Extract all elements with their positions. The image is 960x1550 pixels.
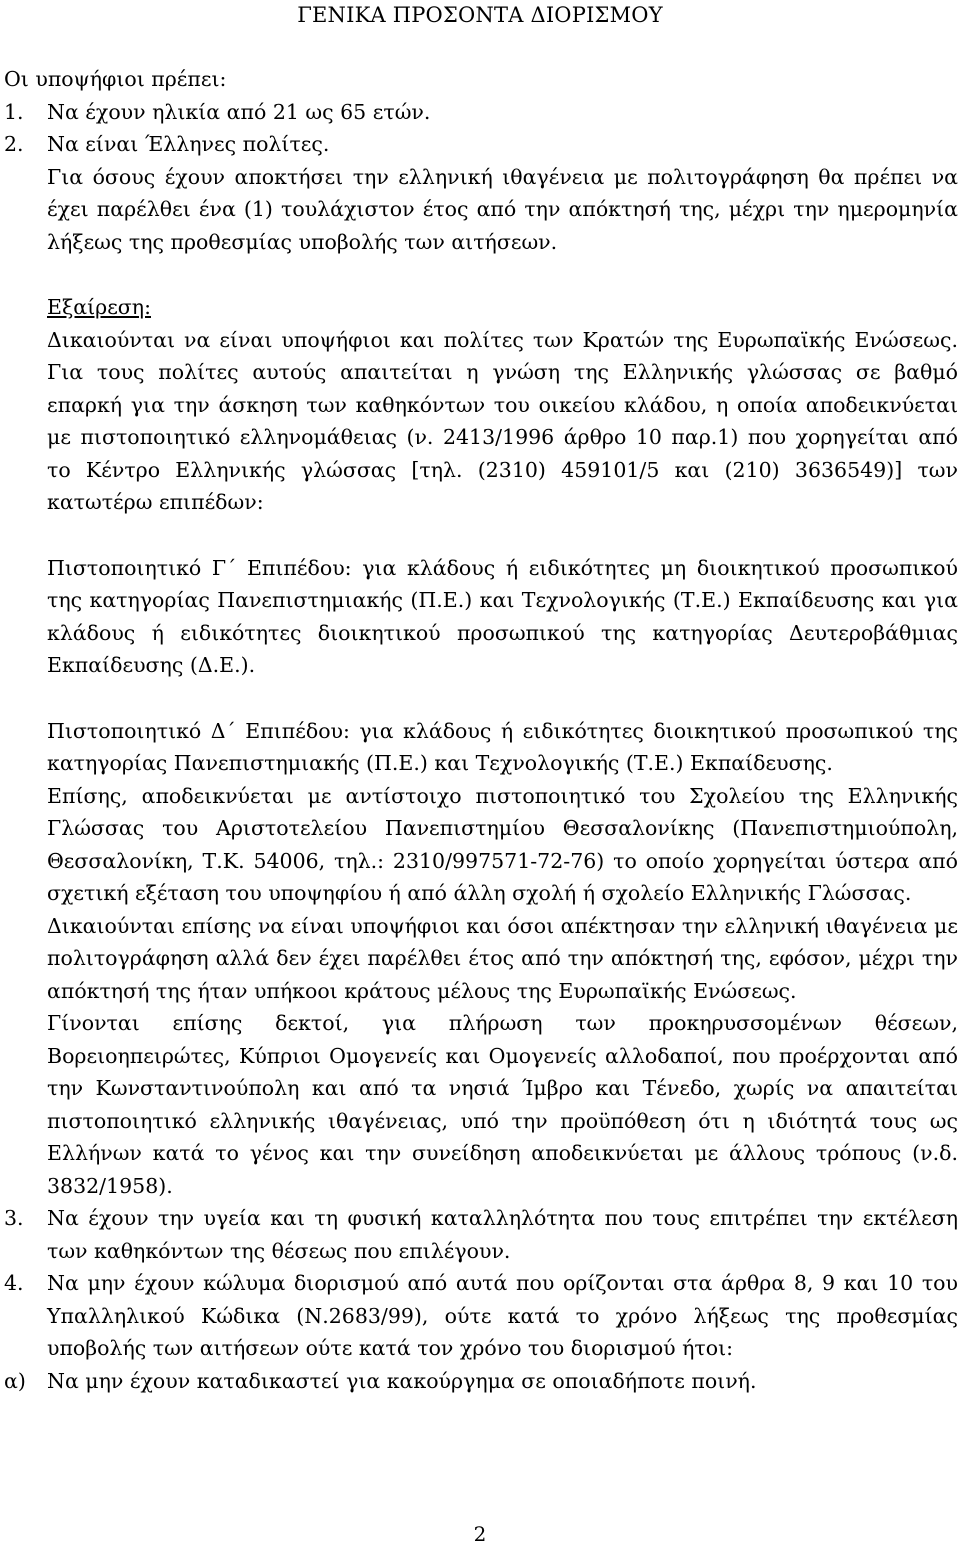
also-eligible-paragraph: Δικαιούνται επίσης να είναι υποψήφιοι και όσοι απέκτησαν την ελληνική ιθαγένεια με πολιτογράφηση αλλά δεν έχει παρέλθει έτος από την απόκτησή της, εφόσον, μέχρι την απόκτησή της ήταν υπήκοοι κράτους μέλους της Ευρωπαϊκής Ενώσεως.: [47, 913, 958, 1003]
sub-item-text: Να μην έχουν καταδικαστεί για κακούργημα σε οποιαδήποτε ποινή.: [47, 1368, 757, 1393]
document-body: [4, 63, 958, 1397]
list-item-4: [4, 1267, 958, 1365]
sub-item-label: α): [4, 1368, 26, 1393]
list-text: Να έχουν ηλικία από 21 ως 65 ετών.: [47, 99, 431, 124]
list-item-2: [4, 128, 958, 161]
intro-text: Οι υποψήφιοι πρέπει:: [4, 67, 227, 91]
exception-paragraph: Δικαιούνται να είναι υποψήφιοι και πολίτες των Κρατών της Ευρωπαϊκής Ενώσεως. Για τους πολίτες αυτούς απαιτείται η γνώση της Ελληνικής γλώσσας σε βαθμό επαρκή για την άσκηση των καθηκόντων του οικείου κλάδου, η οποία αποδεικνύεται με πιστοποιητικό ελληνομάθειας (ν. 2413/1996 άρθρο 10 παρ.1) που χορηγείται από το Κέντρο Ελληνικής γλώσσας [τηλ. (2310) 459101/5 και (210) 3636549)] των κατωτέρω επιπέδων:: [47, 327, 958, 514]
page-title: ΓΕΝΙΚΑ ΠΡΟΣΟΝΤΑ ΔΙΟΡΙΣΜΟΥ: [297, 3, 663, 27]
list-number: 3.: [4, 1206, 24, 1230]
list-item-1: [4, 96, 958, 129]
list-number: 2.: [4, 132, 24, 156]
sub-item-a: [4, 1365, 958, 1398]
certificate-level-c-paragraph: Πιστοποιητικό Γ΄ Επιπέδου: για κλάδους ή ειδικότητες μη διοικητικού προσωπικού της κατηγορίας Πανεπιστημιακής (Π.Ε.) και Τεχνολογικής (Τ.Ε.) Εκπαίδευσης και για κλάδους ή ειδικότητες διοικητικού προσωπικού της κατηγορίας Δευτεροβάθμιας Εκπαίδευσης (Δ.Ε.).: [47, 555, 958, 677]
list-number: 1.: [4, 99, 24, 124]
page-number: 2: [473, 1522, 487, 1546]
naturalization-paragraph: Για όσους έχουν αποκτήσει την ελληνική ιθαγένεια με πολιτογράφηση θα πρέπει να έχει παρέλθει ένα (1) τουλάχιστον έτος από την απόκτησή της, μέχρι την ημερομηνία λήξεως της προθεσμίας υποβολής των αιτήσεων.: [47, 164, 958, 254]
certificate-level-d-paragraph: Πιστοποιητικό Δ΄ Επιπέδου: για κλάδους ή ειδικότητες διοικητικού προσωπικού της κατηγορίας Πανεπιστημιακής (Π.Ε.) και Τεχνολογικής (Τ.Ε.) Εκπαίδευσης.: [47, 718, 958, 775]
list-text: Να έχουν την υγεία και τη φυσική καταλληλότητα που τους επιτρέπει την εκτέλεση των καθηκόντων της θέσεως που επιλέγουν.: [47, 1206, 958, 1263]
list-text: Να μην έχουν κώλυμα διορισμού από αυτά που ορίζονται στα άρθρα 8, 9 και 10 του Υπαλληλικού Κώδικα (Ν.2683/99), ούτε κατά το χρόνο λήξεως της προθεσμίας υποβολής των αιτήσεων ούτε κατά τον χρόνο του διορισμού ήτοι:: [47, 1271, 958, 1360]
also-proven-paragraph: Επίσης, αποδεικνύεται με αντίστοιχο πιστοποιητικό του Σχολείου της Ελληνικής Γλώσσας του Αριστοτελείου Πανεπιστημίου Θεσσαλονίκης (Πανεπιστημιούπολη, Θεσσαλονίκη, Τ.Κ. 54006, τηλ.: 2310/997571-72-76) το οποίο χορηγείται ύστερα από σχετική εξέταση του υποψηφίου ή από άλλη σχολή ή σχολείο Ελληνικής Γλώσσας.: [47, 783, 958, 905]
list-number: 4.: [4, 1271, 24, 1295]
exception-label: Εξαίρεση:: [47, 295, 151, 319]
also-accepted-paragraph: Γίνονται επίσης δεκτοί, για πλήρωση των προκηρυσσομένων θέσεων, Βορειοηπειρώτες, Κύπριοι Ομογενείς και Ομογενείς αλλοδαποί, που προέρχονται από την Κωνσταντινούπολη και από τα νησιά Ίμβρο και Τένεδο, χωρίς να απαιτείται πιστοποιητικό ελληνικής ιθαγένειας, υπό την προϋπόθεση ότι η ιδιότητά τους ως Ελλήνων κατά το γένος και την συνείδηση αποδεικνύεται με άλλους τρόπους (ν.δ. 3832/1958).: [47, 1011, 958, 1198]
list-item-3: [4, 1202, 958, 1267]
list-text: Να είναι Έλληνες πολίτες.: [47, 132, 330, 156]
